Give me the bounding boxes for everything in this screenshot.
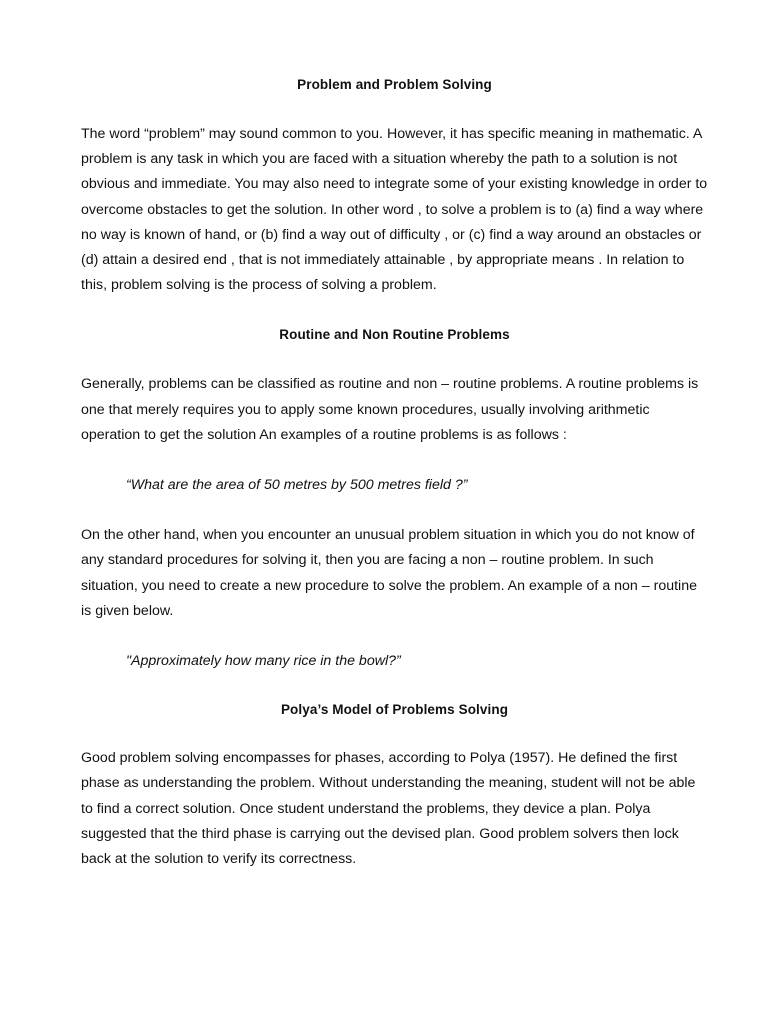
heading-problem-and-problem-solving: Problem and Problem Solving [297,77,492,92]
paragraph-non-routine-problems: On the other hand, when you encounter an unusual problem situation in which you do not know of any standard procedures for solving it, then you are facing a non – routine problem. In such situation, you need to create a new procedure to solve the problem. An example of a non – routine is given below. [81,527,697,619]
heading-polyas-model: Polya’s Model of Problems Solving [280,702,509,718]
quote-non-routine-example: "Approximately how many rice in the bowl?” [126,653,401,670]
paragraph-problem-definition: The word “problem” may sound common to you. However, it has specific meaning in mathematic. A problem is any task in which you are faced with a situation whereby the path to a solution is not obvious and immediate. You may also need to integrate some of your existing knowledge in order to overcome obstacles to get the solution. In other word , to solve a problem is to (a) find a way where no way is known of hand, or (b) find a way out of difficulty , or (c) find a way around an obstacles or (d) attain a desired end , that is not immediately attainable , by appropriate means . In relation to this, problem solving is the process of solving a problem. [81,126,708,294]
document-body [81,74,708,872]
heading-routine-and-non-routine-problems: Routine and Non Routine Problems [279,327,510,343]
paragraph-routine-problems: Generally, problems can be classified as routine and non – routine problems. A routine problems is one that merely requires you to apply some known procedures, usually involving arithmetic operation to get the solution An examples of a routine problems is as follows : [81,376,699,443]
quote-routine-example: “What are the area of 50 metres by 500 metres field ?” [126,477,468,494]
paragraph-polya-phases: Good problem solving encompasses for phases, according to Polya (1957). He defined the first phase as understanding the problem. Without understanding the meaning, student will not be able to find a correct solution. Once student understand the problems, they device a plan. Polya suggested that the third phase is carrying out the devised plan. Good problem solvers then lock back at the solution to verify its correctness. [81,750,696,868]
